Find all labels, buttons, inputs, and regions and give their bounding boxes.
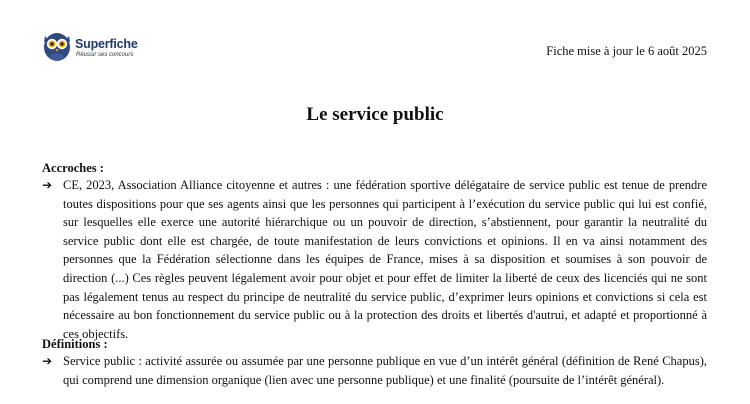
- arrow-right-icon: ➔: [42, 178, 53, 192]
- list-item-text: CE, 2023, Association Alliance citoyenne et autres : une fédération sportive délégataire de service public est tenue de prendre toutes dispositions pour que ses agents ainsi que les personnes qui participent à l’exécution du service public qui lui est confié, sur lesquelles elle exerce une autorité hiérarchique ou un pouvoir de direction, s’abstiennent, pour garantir la neutralité du service public dont elle est chargée, de toute manifestation de leurs convictions et opinions. Il en va ainsi notamment des personnes que la Fédération sélectionne dans les équipes de France, mises à sa disposition et soumises à son pouvoir de direction (...) Ces règles peuvent légalement avoir pour objet et pour effet de limiter la liberté de ceux des licenciés qui ne sont pas légalement tenus au respect du principe de neutralité du service public, d’exprimer leurs opinions et convictions si cela est nécessaire au bon fonctionnement du service public ou à la protection des droits et libertés d'autrui, et adapté et proportionné à ces objectifs.: [63, 178, 707, 341]
- section-heading-definitions: Définitions :: [42, 337, 108, 351]
- arrow-right-icon: ➔: [42, 354, 53, 368]
- section-heading-accroches: Accroches :: [42, 161, 104, 175]
- brand-tagline: Réussir ses concours: [76, 52, 134, 58]
- brand-name: Superfiche: [75, 37, 138, 51]
- superfiche-logo: [42, 30, 152, 64]
- owl-logo-icon: [42, 30, 72, 62]
- list-item: [42, 352, 707, 389]
- list-item-text: Service public : activité assurée ou assumée par une personne publique en vue d’un intérêt général (définition de René Chapus), qui comprend une dimension organique (lien avec une personne publique) et une finalité (poursuite de l’intérêt général).: [63, 354, 707, 387]
- list-item: [42, 176, 707, 343]
- section-accroches: [42, 160, 707, 343]
- page-title: Le service public: [306, 104, 444, 125]
- section-definitions: [42, 336, 707, 389]
- update-date: Fiche mise à jour le 6 août 2025: [546, 44, 707, 58]
